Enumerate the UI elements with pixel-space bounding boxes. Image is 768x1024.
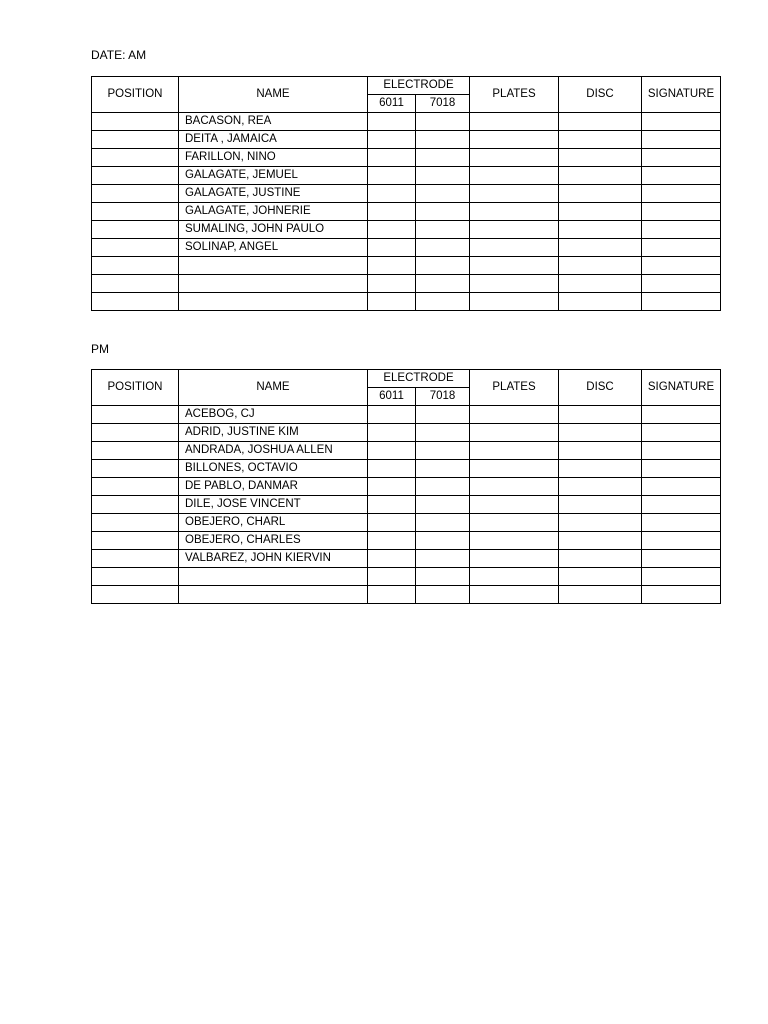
header-electrode: ELECTRODE — [368, 77, 470, 95]
electrode-7018-cell — [416, 167, 470, 185]
table-row — [92, 167, 721, 185]
plates-cell — [470, 514, 559, 532]
header-electrode-6011: 6011 — [368, 95, 416, 113]
position-cell — [92, 167, 179, 185]
name-cell: GALAGATE, JEMUEL — [179, 167, 368, 185]
position-cell — [92, 514, 179, 532]
table-row — [92, 532, 721, 550]
disc-cell — [559, 424, 642, 442]
disc-cell — [559, 113, 642, 131]
electrode-6011-cell — [368, 586, 416, 604]
pm-attendance-table — [91, 369, 721, 604]
disc-cell — [559, 514, 642, 532]
electrode-7018-cell — [416, 293, 470, 311]
am-section-label: DATE: AM — [91, 48, 147, 62]
table-row — [92, 442, 721, 460]
header-signature: SIGNATURE — [642, 77, 721, 113]
signature-cell — [642, 586, 721, 604]
position-cell — [92, 239, 179, 257]
signature-cell — [642, 478, 721, 496]
electrode-7018-cell — [416, 257, 470, 275]
table-row — [92, 239, 721, 257]
electrode-6011-cell — [368, 478, 416, 496]
position-cell — [92, 568, 179, 586]
signature-cell — [642, 131, 721, 149]
disc-cell — [559, 203, 642, 221]
table-row — [92, 203, 721, 221]
electrode-7018-cell — [416, 586, 470, 604]
electrode-6011-cell — [368, 275, 416, 293]
table-row — [92, 514, 721, 532]
plates-cell — [470, 131, 559, 149]
electrode-6011-cell — [368, 550, 416, 568]
header-electrode-6011: 6011 — [368, 388, 416, 406]
signature-cell — [642, 460, 721, 478]
electrode-7018-cell — [416, 460, 470, 478]
table-row — [92, 496, 721, 514]
electrode-7018-cell — [416, 442, 470, 460]
electrode-7018-cell — [416, 532, 470, 550]
disc-cell — [559, 167, 642, 185]
position-cell — [92, 478, 179, 496]
table-row — [92, 221, 721, 239]
electrode-7018-cell — [416, 568, 470, 586]
name-cell — [179, 293, 368, 311]
electrode-6011-cell — [368, 167, 416, 185]
header-disc: DISC — [559, 370, 642, 406]
position-cell — [92, 275, 179, 293]
electrode-6011-cell — [368, 203, 416, 221]
disc-cell — [559, 460, 642, 478]
plates-cell — [470, 442, 559, 460]
position-cell — [92, 257, 179, 275]
header-electrode-7018: 7018 — [416, 388, 470, 406]
signature-cell — [642, 239, 721, 257]
header-name: NAME — [179, 370, 368, 406]
electrode-7018-cell — [416, 424, 470, 442]
header-plates: PLATES — [470, 370, 559, 406]
header-name: NAME — [179, 77, 368, 113]
pm-section-label: PM — [91, 342, 109, 356]
header-plates: PLATES — [470, 77, 559, 113]
electrode-7018-cell — [416, 149, 470, 167]
plates-cell — [470, 239, 559, 257]
signature-cell — [642, 113, 721, 131]
name-cell: GALAGATE, JOHNERIE — [179, 203, 368, 221]
name-cell: VALBAREZ, JOHN KIERVIN — [179, 550, 368, 568]
table-row — [92, 460, 721, 478]
name-cell — [179, 568, 368, 586]
disc-cell — [559, 131, 642, 149]
signature-cell — [642, 293, 721, 311]
position-cell — [92, 496, 179, 514]
position-cell — [92, 460, 179, 478]
electrode-7018-cell — [416, 550, 470, 568]
disc-cell — [559, 532, 642, 550]
name-cell: OBEJERO, CHARL — [179, 514, 368, 532]
electrode-6011-cell — [368, 424, 416, 442]
signature-cell — [642, 442, 721, 460]
electrode-7018-cell — [416, 406, 470, 424]
position-cell — [92, 149, 179, 167]
disc-cell — [559, 496, 642, 514]
name-cell — [179, 257, 368, 275]
electrode-6011-cell — [368, 239, 416, 257]
position-cell — [92, 293, 179, 311]
name-cell: DILE, JOSE VINCENT — [179, 496, 368, 514]
signature-cell — [642, 221, 721, 239]
plates-cell — [470, 568, 559, 586]
position-cell — [92, 586, 179, 604]
table-row — [92, 293, 721, 311]
electrode-7018-cell — [416, 131, 470, 149]
table-row — [92, 424, 721, 442]
plates-cell — [470, 113, 559, 131]
header-signature: SIGNATURE — [642, 370, 721, 406]
electrode-7018-cell — [416, 275, 470, 293]
signature-cell — [642, 257, 721, 275]
signature-cell — [642, 406, 721, 424]
position-cell — [92, 131, 179, 149]
table-row — [92, 586, 721, 604]
name-cell: SOLINAP, ANGEL — [179, 239, 368, 257]
name-cell: BILLONES, OCTAVIO — [179, 460, 368, 478]
signature-cell — [642, 275, 721, 293]
disc-cell — [559, 406, 642, 424]
plates-cell — [470, 203, 559, 221]
electrode-6011-cell — [368, 568, 416, 586]
position-cell — [92, 442, 179, 460]
plates-cell — [470, 221, 559, 239]
name-cell: SUMALING, JOHN PAULO — [179, 221, 368, 239]
name-cell: ANDRADA, JOSHUA ALLEN — [179, 442, 368, 460]
disc-cell — [559, 293, 642, 311]
signature-cell — [642, 149, 721, 167]
electrode-6011-cell — [368, 113, 416, 131]
position-cell — [92, 406, 179, 424]
position-cell — [92, 221, 179, 239]
electrode-6011-cell — [368, 460, 416, 478]
plates-cell — [470, 149, 559, 167]
table-row — [92, 185, 721, 203]
plates-cell — [470, 293, 559, 311]
header-disc: DISC — [559, 77, 642, 113]
electrode-6011-cell — [368, 149, 416, 167]
position-cell — [92, 550, 179, 568]
signature-cell — [642, 167, 721, 185]
electrode-7018-cell — [416, 239, 470, 257]
table-row — [92, 149, 721, 167]
electrode-7018-cell — [416, 221, 470, 239]
table-row — [92, 406, 721, 424]
disc-cell — [559, 550, 642, 568]
signature-cell — [642, 514, 721, 532]
table-row — [92, 131, 721, 149]
name-cell: FARILLON, NINO — [179, 149, 368, 167]
disc-cell — [559, 275, 642, 293]
electrode-7018-cell — [416, 113, 470, 131]
electrode-7018-cell — [416, 203, 470, 221]
signature-cell — [642, 185, 721, 203]
electrode-6011-cell — [368, 442, 416, 460]
electrode-7018-cell — [416, 478, 470, 496]
plates-cell — [470, 550, 559, 568]
plates-cell — [470, 496, 559, 514]
table-row — [92, 257, 721, 275]
disc-cell — [559, 185, 642, 203]
plates-cell — [470, 185, 559, 203]
name-cell — [179, 275, 368, 293]
electrode-6011-cell — [368, 131, 416, 149]
signature-cell — [642, 203, 721, 221]
disc-cell — [559, 221, 642, 239]
signature-cell — [642, 424, 721, 442]
table-row — [92, 550, 721, 568]
am-attendance-table — [91, 76, 721, 311]
name-cell: OBEJERO, CHARLES — [179, 532, 368, 550]
position-cell — [92, 113, 179, 131]
plates-cell — [470, 167, 559, 185]
disc-cell — [559, 239, 642, 257]
plates-cell — [470, 275, 559, 293]
electrode-6011-cell — [368, 532, 416, 550]
electrode-6011-cell — [368, 514, 416, 532]
name-cell: BACASON, REA — [179, 113, 368, 131]
name-cell: ADRID, JUSTINE KIM — [179, 424, 368, 442]
electrode-6011-cell — [368, 406, 416, 424]
signature-cell — [642, 550, 721, 568]
table-row — [92, 113, 721, 131]
name-cell: GALAGATE, JUSTINE — [179, 185, 368, 203]
plates-cell — [470, 532, 559, 550]
electrode-6011-cell — [368, 185, 416, 203]
header-position: POSITION — [92, 77, 179, 113]
signature-cell — [642, 568, 721, 586]
plates-cell — [470, 586, 559, 604]
table-row — [92, 275, 721, 293]
disc-cell — [559, 478, 642, 496]
header-electrode: ELECTRODE — [368, 370, 470, 388]
electrode-7018-cell — [416, 185, 470, 203]
disc-cell — [559, 149, 642, 167]
name-cell: ACEBOG, CJ — [179, 406, 368, 424]
electrode-6011-cell — [368, 293, 416, 311]
plates-cell — [470, 460, 559, 478]
position-cell — [92, 424, 179, 442]
plates-cell — [470, 424, 559, 442]
electrode-6011-cell — [368, 221, 416, 239]
disc-cell — [559, 257, 642, 275]
plates-cell — [470, 257, 559, 275]
electrode-7018-cell — [416, 496, 470, 514]
header-electrode-7018: 7018 — [416, 95, 470, 113]
name-cell: DE PABLO, DANMAR — [179, 478, 368, 496]
header-position: POSITION — [92, 370, 179, 406]
electrode-6011-cell — [368, 257, 416, 275]
disc-cell — [559, 442, 642, 460]
table-row — [92, 568, 721, 586]
signature-cell — [642, 532, 721, 550]
electrode-6011-cell — [368, 496, 416, 514]
position-cell — [92, 203, 179, 221]
position-cell — [92, 532, 179, 550]
signature-cell — [642, 496, 721, 514]
disc-cell — [559, 568, 642, 586]
electrode-7018-cell — [416, 514, 470, 532]
plates-cell — [470, 478, 559, 496]
table-row — [92, 478, 721, 496]
disc-cell — [559, 586, 642, 604]
name-cell — [179, 586, 368, 604]
plates-cell — [470, 406, 559, 424]
name-cell: DEITA , JAMAICA — [179, 131, 368, 149]
position-cell — [92, 185, 179, 203]
